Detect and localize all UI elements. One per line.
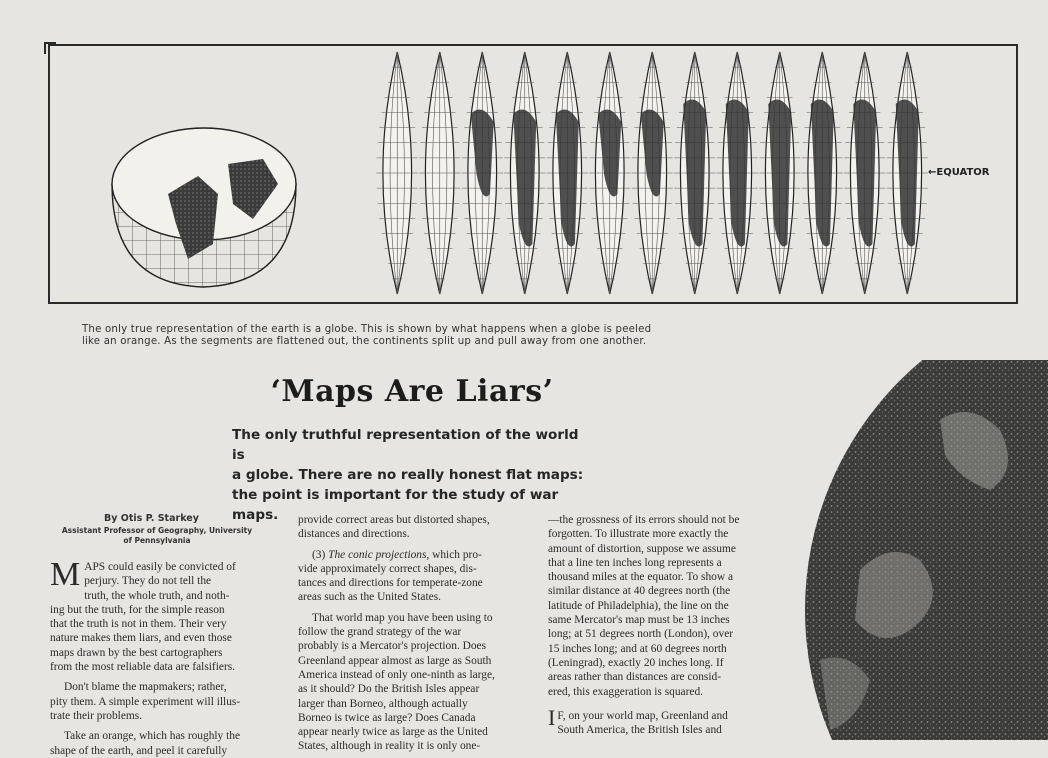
- text-line: ing but the truth, for the simple reason: [50, 603, 225, 616]
- paragraph: [548, 513, 760, 699]
- peeled-globe: [112, 128, 296, 287]
- gore-strips: [376, 52, 928, 294]
- text-line: —the grossness of its errors should not be: [548, 514, 740, 526]
- text-line: That world map you have been using to: [312, 611, 493, 624]
- text-line: from the most reliable data are falsifiers.: [50, 661, 236, 674]
- list-number: (3): [312, 548, 326, 561]
- paragraph: [298, 548, 514, 605]
- author-affiliation: [52, 526, 262, 546]
- paragraph: [50, 729, 260, 758]
- caption-line-2: like an orange. As the segments are flattened out, the continents split up and pull away from one another.: [82, 336, 647, 347]
- figure-caption: [82, 324, 762, 348]
- text-line: shape of the earth, and peel it carefully: [50, 744, 228, 757]
- article-column-3: [548, 513, 760, 737]
- paragraph: [50, 680, 260, 723]
- text-line: Greenland appear almost as large as South: [298, 654, 492, 667]
- text-line: America instead of only one-ninth as large,: [298, 668, 495, 681]
- text-line: forgotten. To illustrate more exactly the: [548, 528, 729, 541]
- equator-label: ←EQUATOR: [928, 167, 990, 178]
- text-line: nature makes them liars, and even those: [50, 632, 232, 645]
- deck-line: the point is important for the study of war maps.: [232, 487, 559, 523]
- text-line: Take an orange, which has roughly the: [64, 730, 241, 743]
- text-line: Borneo is twice as large? Does Canada: [298, 711, 476, 724]
- text-line: that the truth is not in them. Their very: [50, 618, 227, 631]
- drop-cap: M: [50, 556, 81, 593]
- text-line: provide correct areas but distorted shapes,: [298, 514, 490, 526]
- article-column-1: [50, 556, 260, 758]
- text-line: long; at 51 degrees north (London), over: [548, 628, 734, 641]
- text-line: vide approximately correct shapes, dis-: [298, 562, 477, 575]
- text-line: areas such as the United States.: [298, 591, 441, 604]
- affiliation-line: Assistant Professor of Geography, University: [61, 526, 253, 535]
- text-line: perjury. They do not tell the: [84, 575, 212, 588]
- text-line: same Mercator's map must be 13 inches: [548, 614, 730, 627]
- text-line: that a line ten inches long represents a: [548, 556, 722, 569]
- article-headline: ‘Maps Are Liars’: [270, 374, 554, 409]
- text-line: 15 inches long; and at 60 degrees north: [548, 642, 727, 655]
- text-line: areas rather than distances are consid-: [548, 671, 721, 684]
- text-line: pity them. A simple experiment will illus-: [50, 695, 241, 708]
- text-line: appear nearly twice as large as the United: [298, 726, 488, 739]
- deck-line: The only truthful representation of the world is: [232, 427, 579, 463]
- text-line: truth, the whole truth, and noth-: [84, 589, 230, 602]
- text-line: follow the grand strategy of the war: [298, 626, 462, 639]
- text-line: thousand miles at the equator. To show a: [548, 571, 734, 584]
- deck-line: a globe. There are no really honest flat maps:: [232, 467, 584, 483]
- text-line: South America, the British Isles and: [557, 724, 722, 737]
- text-line: Don't blame the mapmakers; rather,: [64, 681, 227, 694]
- text-line: (Leningrad), exactly 20 inches long. If: [548, 656, 724, 669]
- peeled-globe-illustration: [48, 44, 1018, 304]
- text-line: trate their problems.: [50, 709, 143, 722]
- text-line: amount of distortion, suppose we assume: [548, 542, 736, 555]
- affiliation-line: of Pennsylvania: [123, 536, 191, 545]
- article-column-2: [298, 513, 514, 754]
- text-line: F, on your world map, Greenland and: [557, 709, 728, 722]
- article-deck: [232, 425, 592, 525]
- text-line: distances and directions.: [298, 528, 410, 541]
- paragraph: [298, 513, 514, 542]
- text-line: latitude of Philadelphia), the line on the: [548, 599, 729, 612]
- paragraph: [50, 556, 260, 674]
- paragraph: [298, 611, 514, 754]
- text-line: States, although in reality it is only one-: [298, 740, 481, 753]
- text-line: similar distance at 40 degrees north (the: [548, 585, 731, 598]
- drop-cap: I: [548, 704, 556, 730]
- byline: By Otis P. Starkey: [104, 513, 199, 524]
- projection-term: The conic projections,: [328, 548, 430, 561]
- text-line: as it should? Do the British Isles appear: [298, 683, 480, 696]
- text-line: ered, this exaggeration is squared.: [548, 685, 703, 698]
- caption-line-1: The only true representation of the earth is a globe. This is shown by what happens when a globe is peeled: [82, 324, 652, 335]
- globe-photo: [800, 360, 1048, 740]
- text-line: tances and directions for temperate-zone: [298, 577, 483, 590]
- text-line: probably is a Mercator's projection. Does: [298, 640, 487, 653]
- paragraph: [548, 704, 760, 738]
- text-line: which pro-: [432, 548, 482, 561]
- text-line: larger than Borneo, although actually: [298, 697, 468, 710]
- text-line: maps drawn by the best cartographers: [50, 646, 223, 659]
- text-line: APS could easily be convicted of: [84, 561, 236, 573]
